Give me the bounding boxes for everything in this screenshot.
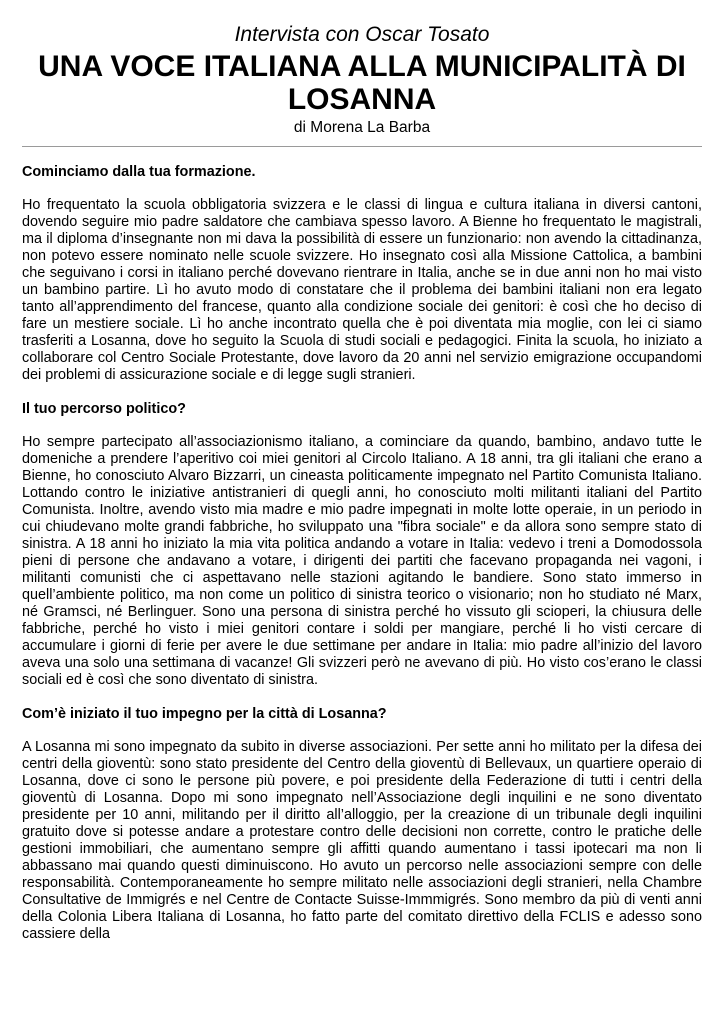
interview-question: Cominciamo dalla tua formazione. (22, 164, 256, 180)
article-byline: di Morena La Barba (293, 119, 431, 136)
header-divider (22, 146, 702, 147)
article-header (22, 22, 702, 138)
interview-section-politics (22, 400, 702, 689)
interview-question: Com’è iniziato il tuo impegno per la città di Losanna? (22, 706, 387, 722)
interview-section-formation (22, 163, 702, 384)
interview-section-lausanne (22, 705, 702, 943)
article-title: UNA VOCE ITALIANA ALLA MUNICIPALITÀ DI LOSANNA (38, 50, 686, 116)
interview-question: Il tuo percorso politico? (22, 401, 186, 417)
article-kicker: Intervista con Oscar Tosato (234, 23, 490, 46)
interview-answer: A Losanna mi sono impegnato da subito in diverse associazioni. Per sette anni ho militato per la difesa dei centri della gioventù: sono stato presidente del Centro della gioventù di Bellevaux, un quartiere operaio di Losanna, dove ci sono le persone più povere, e poi presidente della Federazione di tutti i centri della gioventù di Losanna. Dopo mi sono impegnato nell’Associazione degli inquilini e ne sono diventato presidente per 10 anni, militando per il diritto all’alloggio, per la creazione di un tribunale degli inquilini gratuito dove si potesse andare a protestare contro delle decisioni non corrette, contro le pratiche delle gestioni immobiliari, che aumentano sempre gli affitti quando aumentano i tassi ipotecari ma non li abbassano mai quando questi diminuiscono. Ho avuto un percorso nelle associazioni sempre con delle responsabilità. Contemporaneamente ho sempre militato nelle associazioni degli stranieri, nella Chambre Consultative de Immigrés e nel Centre de Contacte Suisse-Immmigrés. Sono membro da più di venti anni della Colonia Libera Italiana di Losanna, ho fatto parte del comitato direttivo della FCLIS e adesso sono cassiere della (22, 739, 702, 942)
interview-answer: Ho frequentato la scuola obbligatoria svizzera e le classi di lingua e cultura italiana in diversi cantoni, dovendo seguire mio padre saldatore che cambiava spesso lavoro. A Bienne ho frequentato le magistrali, ma il diploma d’insegnante non mi dava la possibilità di essere un funzionario: non avendo la cittadinanza, non potevo essere nominato nelle scuole svizzere. Ho insegnato così alla Missione Cattolica, a bambini che seguivano i corsi in italiano perché dovevano rientrare in Italia, anche se in due anni non ho mai visto un bambino partire. Lì ho avuto modo di constatare che il problema dei bambini italiani non era legato tanto all’apprendimento del francese, quanto alla condizione sociale dei genitori: è così che ho deciso di fare un mestiere sociale. Lì ho anche incontrato quella che è poi diventata mia moglie, con lei ci siamo trasferiti a Losanna, dove ho seguito la Scuola di studi sociali e pedagogici. Finita la scuola, ho iniziato a collaborare col Centro Sociale Protestante, dove lavoro da 20 anni nel servizio emigrazione occupandomi dei problemi di assicurazione sociale e di legge sugli stranieri. (22, 197, 702, 383)
document-page (22, 22, 702, 943)
interview-answer: Ho sempre partecipato all’associazionismo italiano, a cominciare da quando, bambino, andavo tutte le domeniche a prendere l’aperitivo coi miei genitori al Circolo Italiano. A 18 anni, tra gli italiani che erano a Bienne, ho conosciuto Alvaro Bizzarri, un cineasta politicamente impegnato nel Partito Comunista Italiano. Lottando contro le iniziative antistranieri di quegli anni, ho conosciuto molti militanti italiani del Partito Comunista. Inoltre, avendo visto mia madre e mio padre impegnati in molte lotte operaie, in un periodo in cui chiudevano molte grandi fabbriche, ho sviluppato una "fibra sociale" e da allora sono sempre stato di sinistra. A 18 anni ho iniziato la mia vita politica andando a votare in Italia: vedevo i treni a Domodossola pieni di persone che andavano a votare, i dirigenti dei partiti che facevano propaganda nei vagoni, i militanti comunisti che ci aspettavano nelle stazioni agitando le bandiere. Sono stato immerso in quell’ambiente politico, ma non come un politico di sinistra teorico o visionario; non ho studiato né Marx, né Gramsci, né Berlinguer. Sono una persona di sinistra perché ho vissuto gli scioperi, la chiusura delle fabbriche, perché ho visto i miei genitori contare i soldi per mangiare, perché li ho visti cercare di accumulare i giorni di ferie per avere le due settimane per andare in Italia: mio padre all’inizio del lavoro aveva una solo una settimana di vacanze! Gli svizzeri però ne avevano di più. Ho visto cos’erano le classi sociali ed è così che sono diventato di sinistra. (22, 434, 702, 688)
